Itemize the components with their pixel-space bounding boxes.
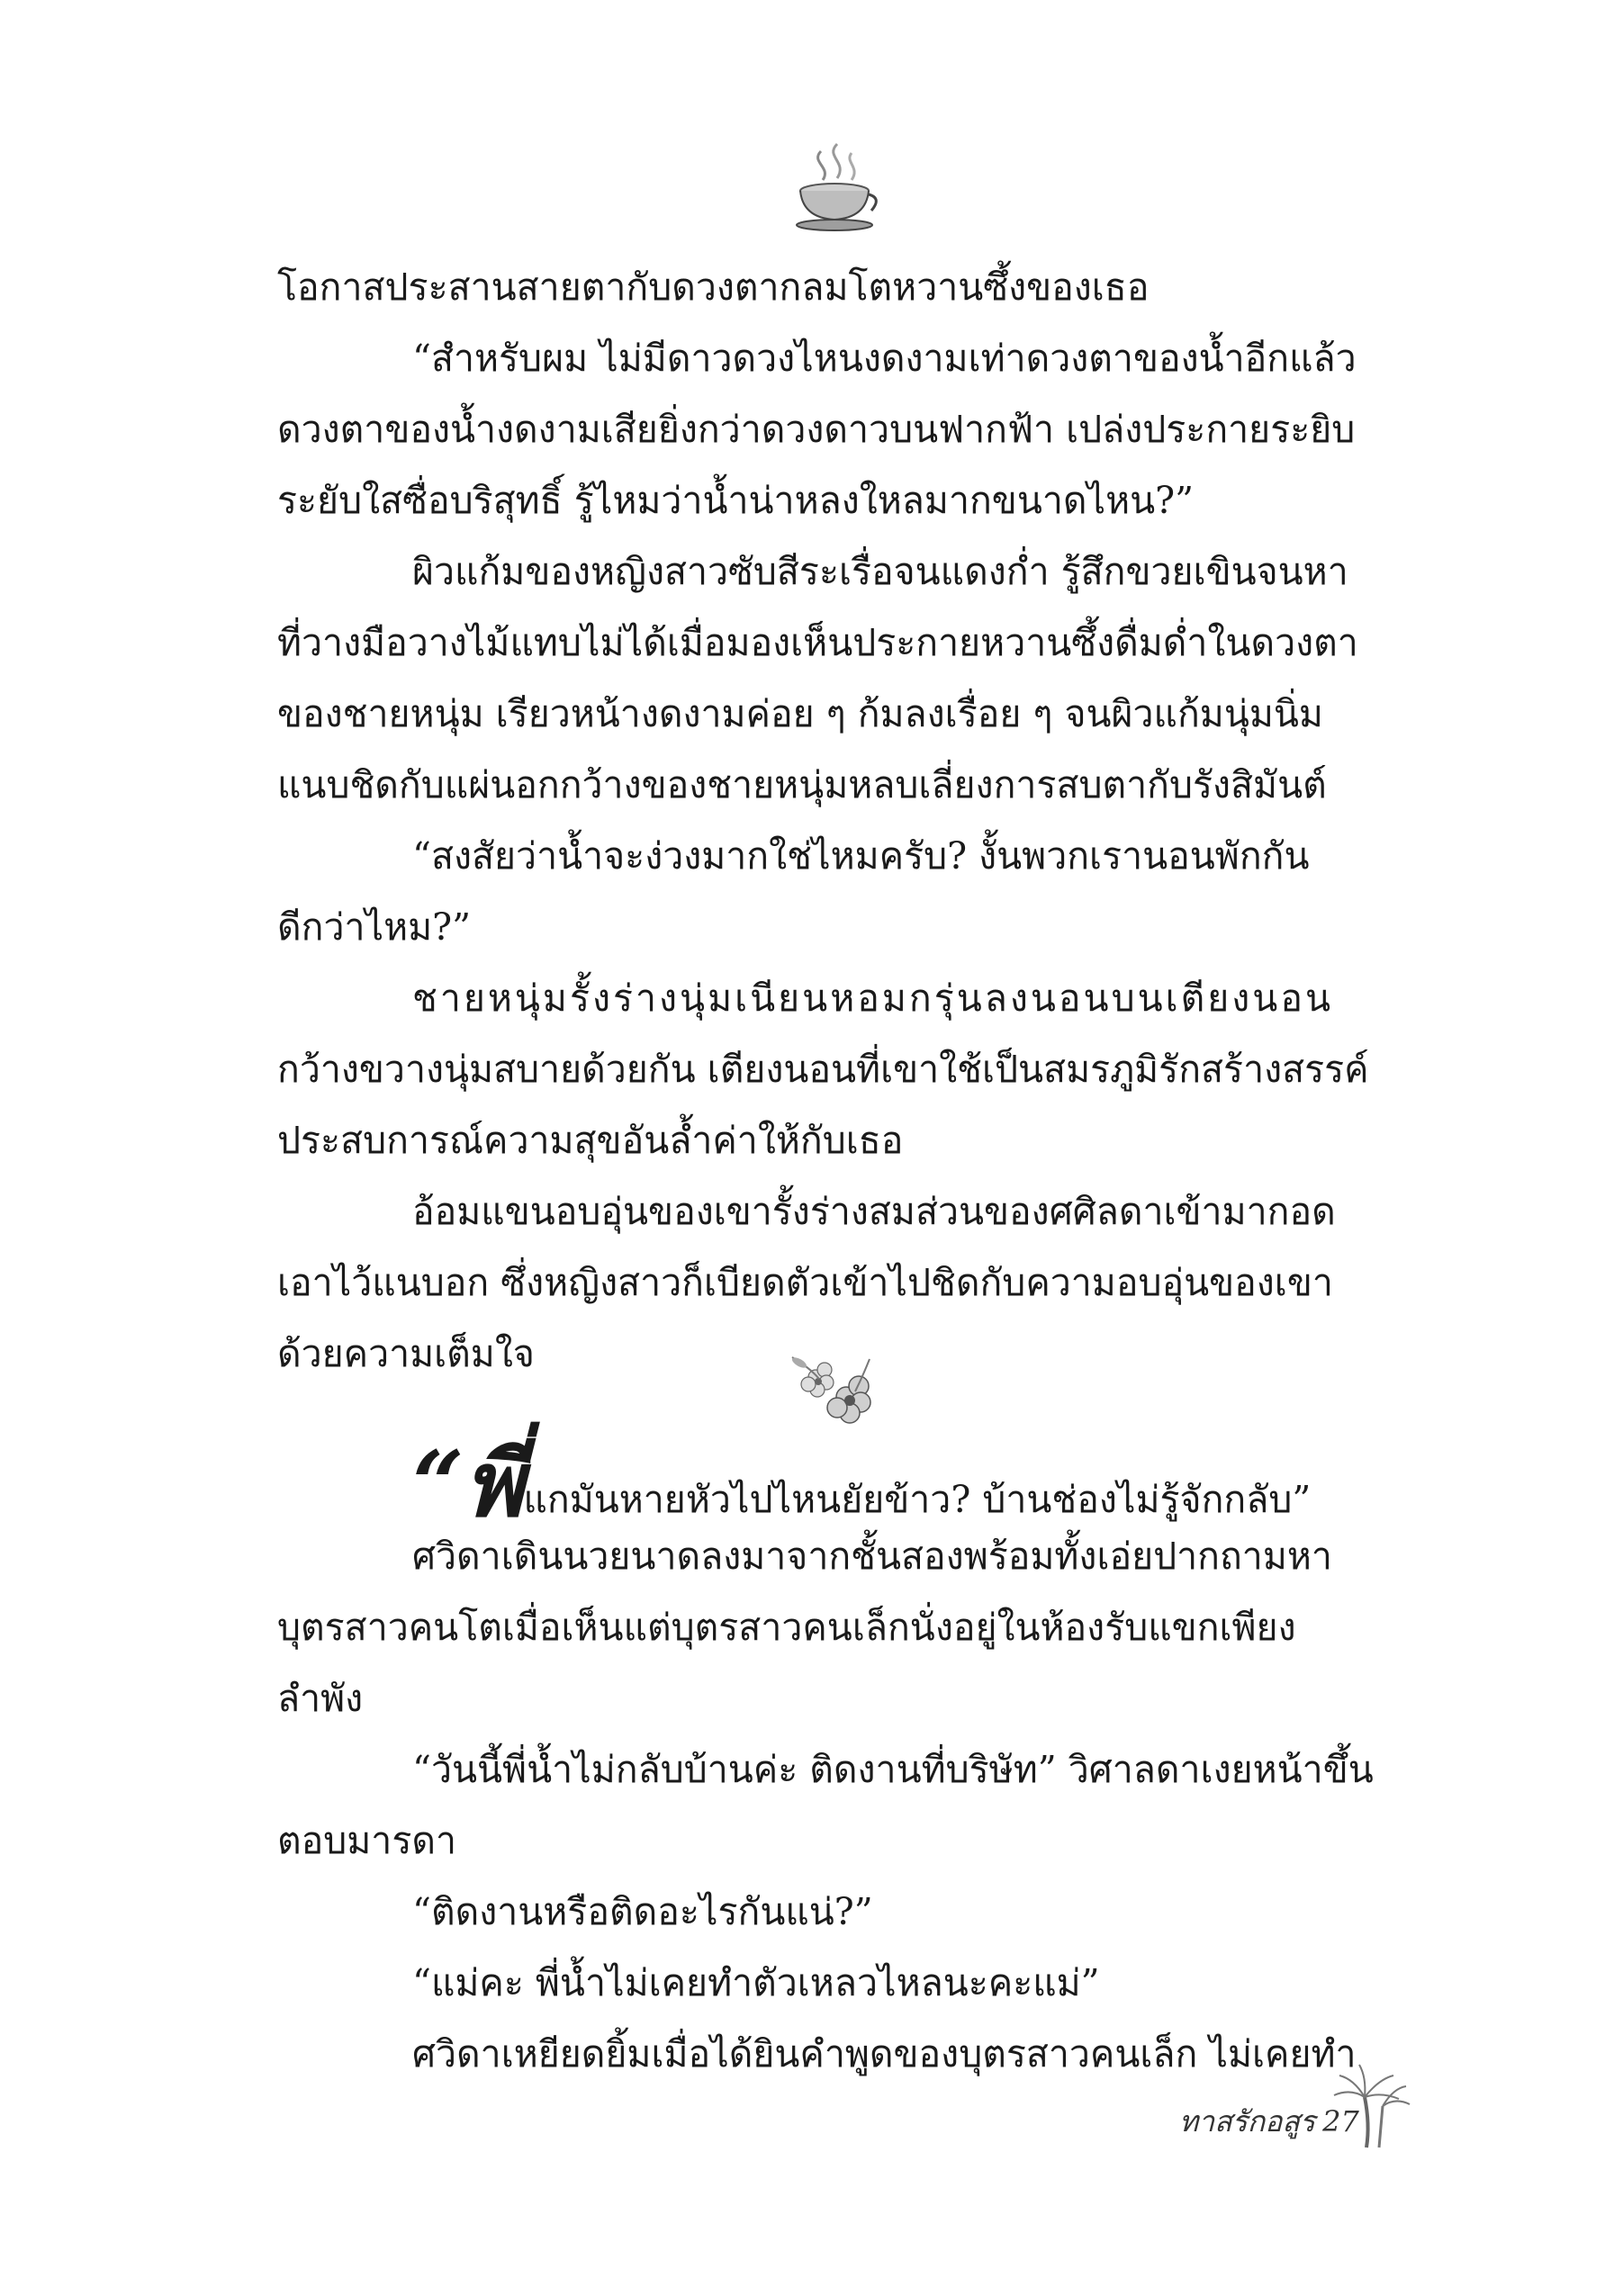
dropcap-word: พี่ — [464, 1431, 524, 1537]
paragraph-line: ดวงตาของน้ำงดงามเสียยิ่งกว่าดวงดาวบนฟากฟ้า เปล่งประกายระยิบ — [277, 408, 1356, 451]
paragraph-line: “สงสัยว่าน้ำจะง่วงมากใช่ไหมครับ? งั้นพวกเรานอนพักกัน — [412, 834, 1310, 878]
paragraph-line: โอกาสประสานสายตากับดวงตากลมโตหวานซึ้งของเธอ — [277, 266, 1150, 309]
paragraph-line: ศวิดาเหยียดยิ้มเมื่อได้ยินคำพูดของบุตรสาวคนเล็ก ไม่เคยทำ — [412, 2032, 1357, 2075]
section-2-opening — [412, 1413, 1312, 1537]
paragraph-line: อ้อมแขนอบอุ่นของเขารั้งร่างสมส่วนของศศิลดาเข้ามากอด — [412, 1190, 1336, 1233]
paragraph-line: “วันนี้พี่น้ำไม่กลับบ้านค่ะ ติดงานที่บริษัท” วิศาลดาเงยหน้าขึ้น — [412, 1748, 1374, 1791]
paragraph-line: ที่วางมือวางไม้แทบไม่ได้เมื่อมองเห็นประกายหวานซึ้งดื่มด่ำในดวงตา — [277, 621, 1358, 664]
paragraph-line: ของชายหนุ่ม เรียวหน้างดงามค่อย ๆ ก้มลงเรื่อย ๆ จนผิวแก้มนุ่มนิ่ม — [277, 692, 1323, 735]
paragraph-line: “ติดงานหรือติดอะไรกันแน่?” — [412, 1890, 873, 1933]
teacup-icon — [785, 135, 884, 234]
paragraph-line: ประสบการณ์ความสุขอันล้ำค่าให้กับเธอ — [277, 1119, 904, 1162]
paragraph-line: ด้วยความเต็มใจ — [277, 1332, 535, 1375]
page-footer — [1179, 2061, 1413, 2160]
paragraph-line: ศวิดาเดินนวยนาดลงมาจากชั้นสองพร้อมทั้งเอ่ยปากถามหา — [412, 1535, 1332, 1578]
paragraph-line: ตอบมารดา — [277, 1819, 456, 1862]
section-1 — [277, 252, 1402, 1390]
paragraph-line: ชายหนุ่มรั้งร่างนุ่มเนียนหอมกรุ่นลงนอนบนเตียงนอน — [412, 977, 1333, 1020]
paragraph-line: ดีกว่าไหม?” — [277, 905, 472, 949]
page-number: 27 — [1322, 2104, 1359, 2138]
palm-tree-icon — [1323, 2061, 1413, 2151]
paragraph-line: เอาไว้แนบอก ซึ่งหญิงสาวก็เบียดตัวเข้าไปชิดกับความอบอุ่นของเขา — [277, 1261, 1333, 1304]
paragraph-line: ระยับใสซื่อบริสุทธิ์ รู้ไหมว่าน้ำน่าหลงใหลมากขนาดไหน?” — [277, 479, 1195, 522]
paragraph-line: “สำหรับผม ไม่มีดาวดวงไหนงดงามเท่าดวงตาของน้ำอีกแล้ว — [412, 337, 1357, 380]
paragraph-line: บุตรสาวคนโตเมื่อเห็นแต่บุตรสาวคนเล็กนั่งอยู่ในห้องรับแขกเพียง — [277, 1606, 1296, 1649]
paragraph-line: กว้างขวางนุ่มสบายด้วยกัน เตียงนอนที่เขาใช้เป็นสมรภูมิรักสร้างสรรค์ — [277, 1048, 1369, 1091]
book-title: ทาสรักอสูร — [1179, 2104, 1316, 2138]
paragraph-line: ผิวแก้มของหญิงสาวซับสีระเรื่อจนแดงก่ำ รู้สึกขวยเขินจนหา — [412, 550, 1348, 593]
paragraph-line: “แม่คะ พี่น้ำไม่เคยทำตัวเหลวไหลนะคะแม่” — [412, 1961, 1100, 2004]
paragraph-line: แนบชิดกับแผ่นอกกว้างของชายหนุ่มหลบเลี่ยงการสบตากับรังสิมันต์ — [277, 763, 1327, 806]
opening-rest: แกมันหายหัวไปไหนยัยข้าว? บ้านช่องไม่รู้จักกลับ” — [523, 1478, 1312, 1521]
paragraph-line: ลำพัง — [277, 1677, 364, 1720]
section-2 — [277, 1521, 1402, 2090]
dropcap-quote: “ — [412, 1431, 464, 1537]
